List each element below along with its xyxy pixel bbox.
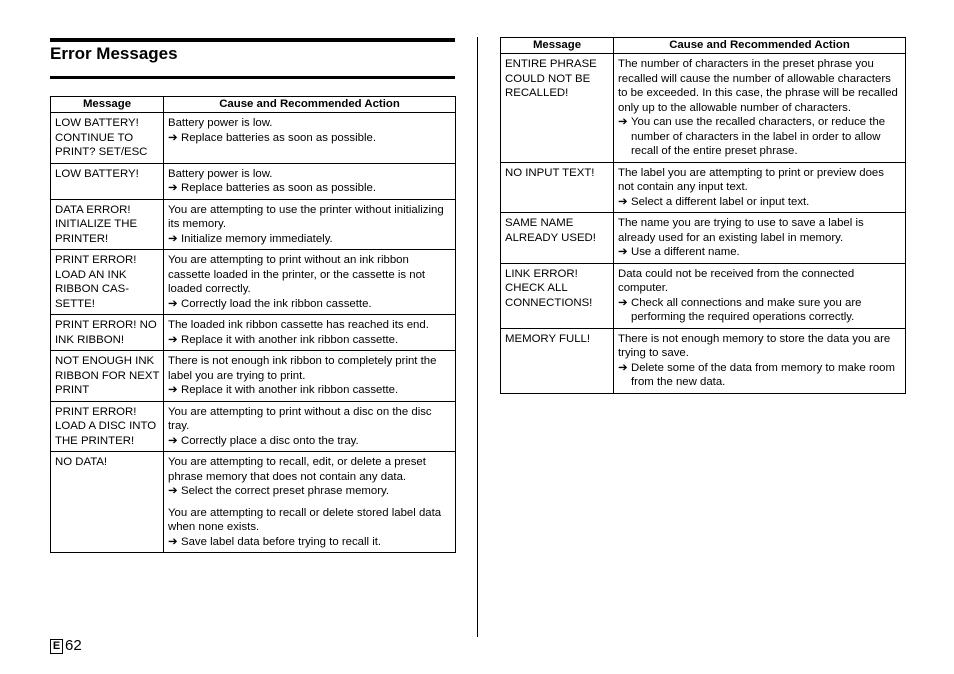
error-message: LINK ERROR! CHECK ALL CONNECTIONS! <box>501 263 614 328</box>
language-indicator-icon: E <box>50 639 63 654</box>
action-text: Replace batteries as soon as possible. <box>181 131 377 144</box>
action-text: Replace batteries as soon as possible. <box>181 182 377 194</box>
recommended-action <box>618 361 902 390</box>
page-number <box>50 637 82 655</box>
error-message: ENTIRE PHRASE COULD NOT BE RECALLED! <box>501 54 614 163</box>
error-message: PRINT ERROR! LOAD AN INK RIBBON CAS-SETTE! <box>51 250 164 315</box>
cause-block <box>618 332 902 390</box>
error-message: PRINT ERROR! LOAD A DISC INTO THE PRINTER! <box>51 401 164 452</box>
action-text: Replace it with another ink ribbon cassette. <box>181 333 399 346</box>
cause-block <box>618 267 902 325</box>
error-table-right <box>500 37 906 394</box>
cause-block <box>168 455 452 499</box>
action-text: Select the correct preset phrase memory. <box>181 485 390 497</box>
action-text: Initialize memory immediately. <box>181 232 333 245</box>
table-header-row <box>501 38 906 54</box>
cause-text: The label you are attempting to print or preview does not contain any input text. <box>618 166 884 193</box>
arrow-right-icon: ➔ <box>618 296 628 309</box>
title-rule-top <box>50 38 455 42</box>
table-row <box>51 250 456 315</box>
arrow-right-icon: ➔ <box>168 485 178 497</box>
cause-text: You are attempting to recall, edit, or delete a preset phrase memory that does not contain any data. <box>168 456 426 483</box>
cause-text: You are attempting to recall or delete stored label data when none exists. <box>168 506 442 533</box>
error-message: LOW BATTERY! CONTINUE TO PRINT? SET/ESC <box>51 113 164 164</box>
table-header-row <box>51 97 456 113</box>
cause-text: You are attempting to use the printer without initializing its memory. <box>168 203 444 230</box>
table-row <box>501 328 906 393</box>
action-text: Save label data before trying to recall it. <box>181 535 382 548</box>
cause-block <box>618 216 902 260</box>
error-message: DATA ERROR! INITIALIZE THE PRINTER! <box>51 199 164 250</box>
cause-and-action <box>164 351 456 402</box>
error-message: NO DATA! <box>51 452 164 553</box>
table-row <box>51 113 456 164</box>
table-row <box>51 452 456 553</box>
cause-block <box>168 116 452 145</box>
page-title: Error Messages <box>50 44 178 63</box>
arrow-right-icon: ➔ <box>618 246 628 258</box>
action-text: Use a different name. <box>631 246 740 258</box>
cause-and-action <box>614 263 906 328</box>
error-message: LOW BATTERY! <box>51 163 164 199</box>
action-text: Check all connections and make sure you are performing the required operations correctly. <box>631 296 862 323</box>
action-text: Select a different label or input text. <box>631 195 810 208</box>
action-text: You can use the recalled characters, or reduce the number of characters in the label in order to allow recall of the entire preset phrase. <box>631 116 886 157</box>
error-message: MEMORY FULL! <box>501 328 614 393</box>
cause-and-action <box>614 162 906 213</box>
error-message: NOT ENOUGH INK RIBBON FOR NEXT PRINT <box>51 351 164 402</box>
header-cause: Cause and Recommended Action <box>164 97 456 113</box>
cause-text: The loaded ink ribbon cassette has reached its end. <box>168 319 429 331</box>
action-text: Replace it with another ink ribbon cassette. <box>181 384 399 396</box>
recommended-action <box>618 296 902 325</box>
title-rule-bottom <box>50 76 455 79</box>
cause-text: You are attempting to print without an ink ribbon cassette loaded in the printer, or the cassette is not loaded correctly. <box>168 254 426 295</box>
cause-text: The name you are trying to use to save a label is already used for an existing label in memory. <box>618 217 864 244</box>
action-text: Delete some of the data from memory to make room from the new data. <box>631 361 895 388</box>
error-message: PRINT ERROR! NO INK RIBBON! <box>51 315 164 351</box>
arrow-right-icon: ➔ <box>168 384 178 396</box>
cause-text: There is not enough ink ribbon to completely print the label you are trying to print. <box>168 355 437 382</box>
column-divider <box>477 37 478 637</box>
recommended-action <box>168 333 452 348</box>
arrow-right-icon: ➔ <box>618 195 628 208</box>
table-row <box>51 401 456 452</box>
cause-and-action <box>164 315 456 351</box>
arrow-right-icon: ➔ <box>168 232 178 245</box>
header-cause: Cause and Recommended Action <box>614 38 906 54</box>
cause-block <box>168 318 452 347</box>
arrow-right-icon: ➔ <box>618 116 628 128</box>
cause-text: Battery power is low. <box>168 167 273 180</box>
cause-block <box>168 405 452 449</box>
cause-text: Battery power is low. <box>168 117 273 129</box>
action-text: Correctly load the ink ribbon cassette. <box>181 297 372 310</box>
cause-and-action <box>164 113 456 164</box>
error-message: SAME NAME ALREADY USED! <box>501 213 614 264</box>
recommended-action <box>168 131 452 146</box>
recommended-action <box>618 115 902 159</box>
cause-and-action <box>614 54 906 163</box>
table-row <box>501 263 906 328</box>
header-message: Message <box>51 97 164 113</box>
cause-block <box>168 253 452 311</box>
arrow-right-icon: ➔ <box>168 131 178 144</box>
error-table-left <box>50 96 456 553</box>
cause-and-action <box>164 199 456 250</box>
header-message: Message <box>501 38 614 54</box>
cause-and-action <box>164 452 456 553</box>
arrow-right-icon: ➔ <box>168 434 178 447</box>
table-row <box>51 199 456 250</box>
recommended-action <box>168 434 452 449</box>
cause-block <box>618 166 902 210</box>
recommended-action <box>168 232 452 247</box>
cause-text: The number of characters in the preset phrase you recalled will cause the number of allowable characters to be exceeded. In this case, the phrase will be recalled only up to the allowable number of characters. <box>618 58 898 114</box>
table-row <box>51 315 456 351</box>
table-row <box>501 162 906 213</box>
recommended-action <box>168 383 452 398</box>
cause-block <box>168 354 452 398</box>
table-row <box>51 351 456 402</box>
cause-block <box>168 167 452 196</box>
cause-and-action <box>614 213 906 264</box>
page-number-value: 62 <box>65 637 82 654</box>
recommended-action <box>618 245 902 260</box>
arrow-right-icon: ➔ <box>618 361 628 374</box>
arrow-right-icon: ➔ <box>168 333 178 346</box>
recommended-action <box>168 297 452 312</box>
cause-block <box>168 203 452 247</box>
cause-text: Data could not be received from the connected computer. <box>618 267 855 294</box>
cause-block <box>168 506 452 550</box>
table-row <box>501 54 906 163</box>
cause-block <box>618 57 902 159</box>
action-text: Correctly place a disc onto the tray. <box>181 434 359 447</box>
table-row <box>51 163 456 199</box>
arrow-right-icon: ➔ <box>168 535 178 548</box>
cause-text: There is not enough memory to store the data you are trying to save. <box>618 332 891 359</box>
cause-and-action <box>164 401 456 452</box>
error-message: NO INPUT TEXT! <box>501 162 614 213</box>
cause-and-action <box>164 250 456 315</box>
arrow-right-icon: ➔ <box>168 182 178 194</box>
cause-and-action <box>164 163 456 199</box>
recommended-action <box>618 195 902 210</box>
recommended-action <box>168 484 452 499</box>
cause-and-action <box>614 328 906 393</box>
recommended-action <box>168 181 452 196</box>
recommended-action <box>168 535 452 550</box>
arrow-right-icon: ➔ <box>168 297 178 310</box>
cause-text: You are attempting to print without a disc on the disc tray. <box>168 405 432 432</box>
table-row <box>501 213 906 264</box>
